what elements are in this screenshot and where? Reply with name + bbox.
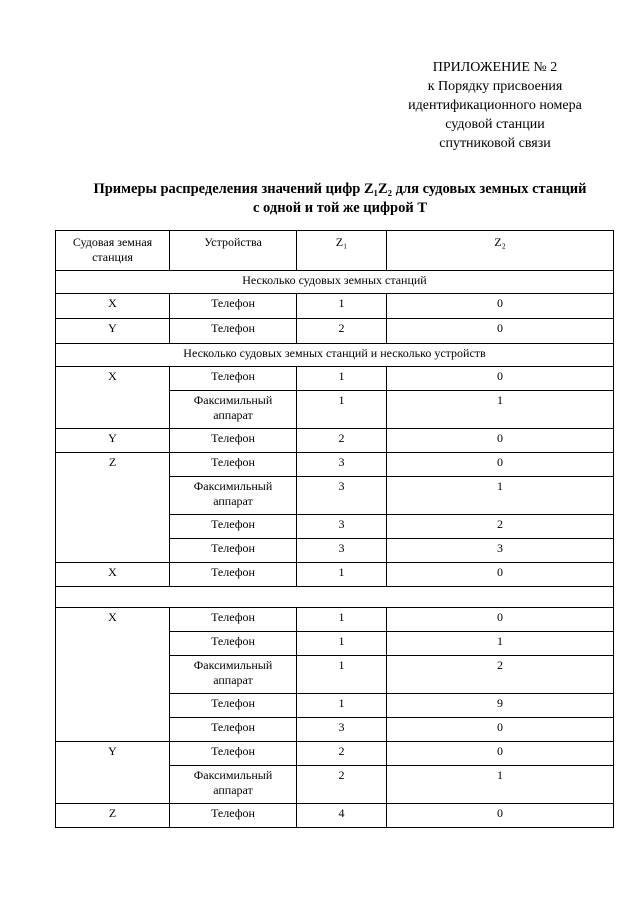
device-cell: Телефон bbox=[170, 429, 297, 453]
table-row bbox=[56, 804, 614, 828]
z2-cell: 2 bbox=[387, 656, 614, 694]
appendix-line: к Порядку присвоения bbox=[427, 79, 563, 94]
z2-cell: 2 bbox=[387, 515, 614, 539]
header-device: Устройства bbox=[170, 231, 297, 271]
z1-cell: 3 bbox=[297, 718, 387, 742]
z2-cell: 0 bbox=[387, 563, 614, 587]
station-cell: X bbox=[56, 563, 170, 587]
header-station-line: станция bbox=[92, 250, 133, 264]
header-station bbox=[56, 231, 170, 271]
device-cell: Телефон bbox=[170, 453, 297, 477]
z2-cell: 9 bbox=[387, 694, 614, 718]
device-cell: Телефон bbox=[170, 563, 297, 587]
z1-cell: 2 bbox=[297, 429, 387, 453]
table-row bbox=[56, 453, 614, 477]
title-line: Примеры распределения значений цифр Z₁Z₂ для судовых земных станций bbox=[93, 181, 587, 197]
device-line: аппарат bbox=[213, 408, 253, 422]
z1-cell: 2 bbox=[297, 742, 387, 766]
header-z2: Z₂ bbox=[387, 231, 614, 271]
z2-cell: 1 bbox=[387, 391, 614, 429]
z1-cell: 3 bbox=[297, 453, 387, 477]
device-cell: Телефон bbox=[170, 804, 297, 828]
device-line: аппарат bbox=[213, 673, 253, 687]
device-cell: Телефон bbox=[170, 515, 297, 539]
empty-section-cell bbox=[56, 587, 614, 608]
z2-cell: 0 bbox=[387, 453, 614, 477]
device-line: Факсимильный bbox=[193, 393, 273, 407]
header-z1: Z₁ bbox=[297, 231, 387, 271]
z2-cell: 0 bbox=[387, 742, 614, 766]
table-row bbox=[56, 319, 614, 344]
z2-cell: 0 bbox=[387, 367, 614, 391]
distribution-table bbox=[55, 230, 614, 828]
z2-cell: 1 bbox=[387, 632, 614, 656]
device-cell bbox=[170, 656, 297, 694]
z2-cell: 3 bbox=[387, 539, 614, 563]
z1-cell: 1 bbox=[297, 656, 387, 694]
device-line: Факсимильный bbox=[193, 768, 273, 782]
z1-cell: 1 bbox=[297, 694, 387, 718]
appendix-line: ПРИЛОЖЕНИЕ № 2 bbox=[432, 60, 558, 75]
z2-cell: 0 bbox=[387, 429, 614, 453]
z2-cell: 0 bbox=[387, 718, 614, 742]
device-cell: Телефон bbox=[170, 367, 297, 391]
z1-cell: 1 bbox=[297, 608, 387, 632]
station-cell: X bbox=[56, 608, 170, 742]
section-row bbox=[56, 271, 614, 294]
table-row bbox=[56, 367, 614, 391]
table-row bbox=[56, 294, 614, 319]
section-title: Несколько судовых земных станций bbox=[56, 271, 614, 294]
station-cell: X bbox=[56, 294, 170, 319]
device-cell bbox=[170, 477, 297, 515]
station-cell: Y bbox=[56, 429, 170, 453]
z2-cell: 0 bbox=[387, 608, 614, 632]
device-line: аппарат bbox=[213, 494, 253, 508]
device-line: Факсимильный bbox=[193, 479, 273, 493]
z1-cell: 1 bbox=[297, 367, 387, 391]
station-cell: X bbox=[56, 367, 170, 429]
z2-cell: 0 bbox=[387, 804, 614, 828]
table-row bbox=[56, 429, 614, 453]
z1-cell: 3 bbox=[297, 515, 387, 539]
title-line: с одной и той же цифрой T bbox=[252, 200, 428, 216]
device-cell: Телефон bbox=[170, 294, 297, 319]
station-cell: Y bbox=[56, 319, 170, 344]
table-row bbox=[56, 608, 614, 632]
z1-cell: 1 bbox=[297, 391, 387, 429]
appendix-line: идентификационного номера bbox=[408, 98, 582, 113]
z2-cell: 1 bbox=[387, 477, 614, 515]
device-cell: Телефон bbox=[170, 742, 297, 766]
station-cell: Z bbox=[56, 804, 170, 828]
device-cell: Телефон bbox=[170, 694, 297, 718]
z1-cell: 3 bbox=[297, 477, 387, 515]
appendix-line: спутниковой связи bbox=[439, 136, 551, 151]
device-cell bbox=[170, 766, 297, 804]
z1-cell: 2 bbox=[297, 319, 387, 344]
z1-cell: 1 bbox=[297, 294, 387, 319]
z1-cell: 1 bbox=[297, 632, 387, 656]
device-cell: Телефон bbox=[170, 718, 297, 742]
z1-cell: 4 bbox=[297, 804, 387, 828]
table-row bbox=[56, 563, 614, 587]
device-line: аппарат bbox=[213, 783, 253, 797]
station-cell: Y bbox=[56, 742, 170, 804]
header-station-line: Судовая земная bbox=[72, 235, 153, 249]
appendix-block bbox=[360, 58, 630, 153]
z1-cell: 1 bbox=[297, 563, 387, 587]
z2-cell: 0 bbox=[387, 319, 614, 344]
table-row bbox=[56, 742, 614, 766]
device-line: Факсимильный bbox=[193, 658, 273, 672]
device-cell: Телефон bbox=[170, 319, 297, 344]
section-title: Несколько судовых земных станций и несколько устройств bbox=[56, 344, 614, 367]
document-title bbox=[40, 180, 640, 218]
z2-cell: 1 bbox=[387, 766, 614, 804]
z1-cell: 2 bbox=[297, 766, 387, 804]
station-cell: Z bbox=[56, 453, 170, 563]
device-cell: Телефон bbox=[170, 632, 297, 656]
empty-section-row bbox=[56, 587, 614, 608]
device-cell: Телефон bbox=[170, 608, 297, 632]
z1-cell: 3 bbox=[297, 539, 387, 563]
device-cell bbox=[170, 391, 297, 429]
z2-cell: 0 bbox=[387, 294, 614, 319]
appendix-line: судовой станции bbox=[445, 117, 545, 132]
table-header-row bbox=[56, 231, 614, 271]
device-cell: Телефон bbox=[170, 539, 297, 563]
section-row bbox=[56, 344, 614, 367]
